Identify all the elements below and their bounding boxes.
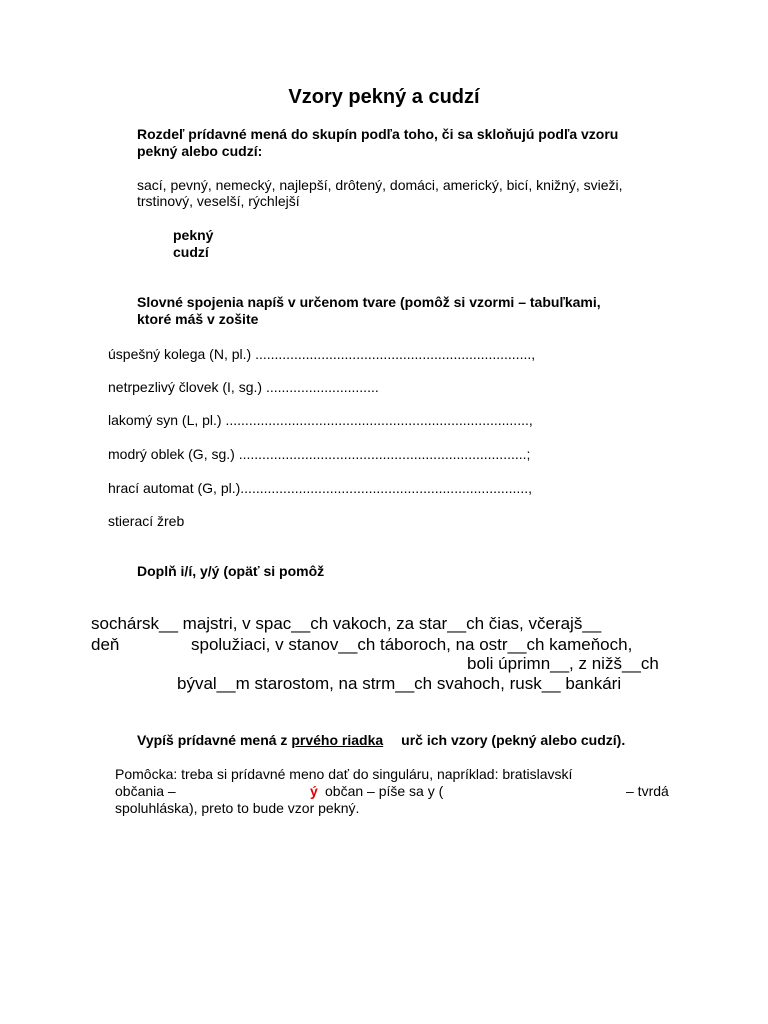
group-pekny-label: pekný <box>173 227 214 243</box>
fill-in-line4: býval__m starostom, na strm__ch svahoch, rusk__ bankári <box>177 674 622 693</box>
exercise-item: modrý oblek (G, sg.) ..........................................................................; <box>108 446 531 462</box>
fill-in-line2: spolužiaci, v stanov__ch táboroch, na ostr__ch kameňoch, <box>191 635 633 654</box>
exercise-item: hrací automat (G, pl.).........................................................................., <box>108 480 532 496</box>
task4-instruction-part1: Vypíš prídavné mená z <box>137 732 292 748</box>
task4-instruction-part2: urč ich vzory (pekný alebo cudzí). <box>401 732 626 748</box>
task4-instruction-underlined: prvého riadka <box>291 732 384 748</box>
fill-in-line1: sochársk__ majstri, v spac__ch vakoch, za star__ch čias, včerajš__ <box>91 614 602 633</box>
task4-instruction <box>137 732 625 748</box>
task1-instruction-line1: Rozdeľ prídavné mená do skupín podľa toho, či sa skloňujú podľa vzoru <box>137 126 619 142</box>
hint-line1: Pomôcka: treba si prídavné meno dať do singuláru, napríklad: bratislavskí <box>115 766 573 782</box>
hint-line2-middle: občan – píše sa y ( <box>325 783 444 799</box>
hint-line3: spoluhláska), preto to bude vzor pekný. <box>115 800 360 816</box>
exercise-item: úspešný kolega (N, pl.) ......................................................................., <box>108 346 536 362</box>
task2-instruction-line2: ktoré máš v zošite <box>137 311 259 327</box>
fill-in-line2-start: deň <box>91 635 120 654</box>
hint-line2-end: – tvrdá <box>626 783 669 799</box>
hint-line2-start: občania – <box>115 783 176 799</box>
fill-in-line3: boli úprimn__, z nižš__ch <box>467 654 659 673</box>
task1-words-line1: sací, pevný, nemecký, najlepší, drôtený, domáci, americký, bicí, knižný, svieži, <box>137 177 623 193</box>
task1-words-line2: trstinový, veselší, rýchlejší <box>137 193 300 209</box>
task2-instruction-line1: Slovné spojenia napíš v určenom tvare (pomôž si vzormi – tabuľkami, <box>137 294 601 310</box>
task1-instruction-line2: pekný alebo cudzí: <box>137 143 263 159</box>
exercise-item: netrpezlivý človek (I, sg.) ............................. <box>108 379 379 395</box>
hint-highlight-letter: ý <box>310 783 318 799</box>
exercise-item: stierací žreb <box>108 513 185 529</box>
page-title: Vzory pekný a cudzí <box>288 86 480 108</box>
task3-instruction: Doplň i/í, y/ý (opäť si pomôž <box>137 563 325 579</box>
exercise-item: lakomý syn (L, pl.) .............................................................................., <box>108 412 533 428</box>
group-cudzi-label: cudzí <box>173 244 209 260</box>
